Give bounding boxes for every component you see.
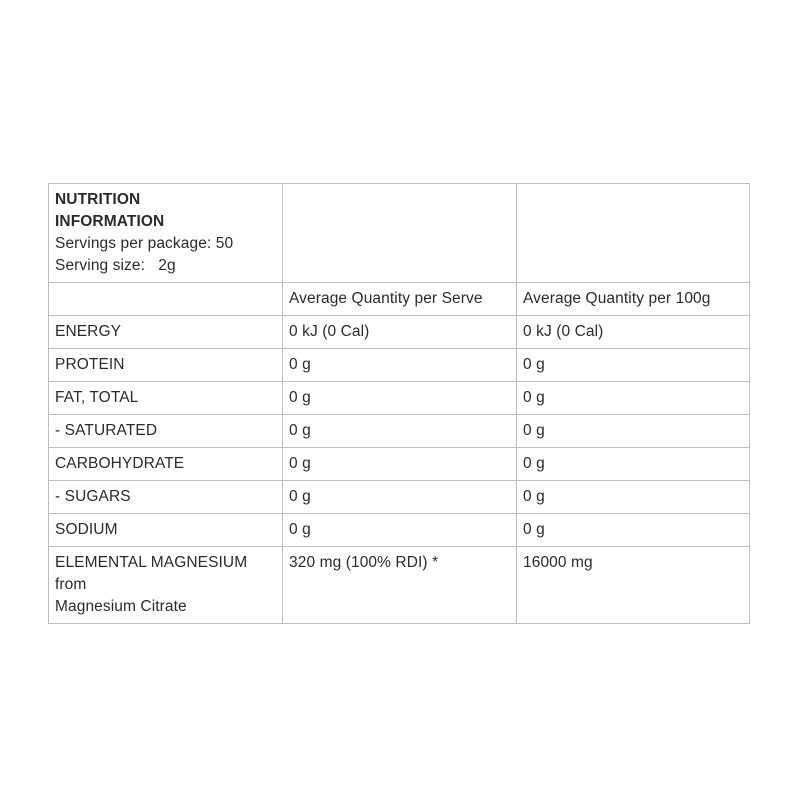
nutrient-name: PROTEIN [49, 349, 283, 382]
per-100g-value: 0 g [517, 382, 750, 415]
nutrient-column-header [49, 283, 283, 316]
per-100g-value: 16000 mg [517, 547, 750, 624]
servings-per-package: Servings per package: 50 [55, 235, 234, 252]
per-100g-column-header: Average Quantity per 100g [517, 283, 750, 316]
per-serve-value: 0 g [283, 415, 517, 448]
empty-header-cell [517, 184, 750, 283]
nutrient-name: FAT, TOTAL [49, 382, 283, 415]
empty-header-cell [283, 184, 517, 283]
per-100g-value: 0 g [517, 514, 750, 547]
per-100g-value: 0 kJ (0 Cal) [517, 316, 750, 349]
table-row [49, 481, 750, 514]
nutrition-panel [48, 183, 749, 624]
per-100g-value: 0 g [517, 448, 750, 481]
per-100g-value: 0 g [517, 349, 750, 382]
per-serve-value: 0 g [283, 514, 517, 547]
table-row [49, 382, 750, 415]
table-row [49, 448, 750, 481]
table-row [49, 349, 750, 382]
column-header-row [49, 283, 750, 316]
per-serve-value: 0 kJ (0 Cal) [283, 316, 517, 349]
table-row [49, 547, 750, 624]
per-100g-value: 0 g [517, 415, 750, 448]
per-serve-value: 0 g [283, 448, 517, 481]
magnesium-line2: from [55, 576, 87, 593]
per-serve-value: 0 g [283, 382, 517, 415]
nutrient-name [49, 547, 283, 624]
panel-header-cell [49, 184, 283, 283]
per-serve-column-header: Average Quantity per Serve [283, 283, 517, 316]
nutrient-name: SODIUM [49, 514, 283, 547]
panel-title-line2: INFORMATION [55, 213, 165, 230]
panel-header-row [49, 184, 750, 283]
nutrient-name: - SATURATED [49, 415, 283, 448]
table-row [49, 514, 750, 547]
nutrition-table [48, 183, 750, 624]
magnesium-line3: Magnesium Citrate [55, 598, 187, 615]
per-serve-value: 0 g [283, 481, 517, 514]
panel-title-line1: NUTRITION [55, 191, 141, 208]
nutrient-name: ENERGY [49, 316, 283, 349]
per-100g-value: 0 g [517, 481, 750, 514]
serving-size: Serving size: 2g [55, 257, 176, 274]
per-serve-value: 0 g [283, 349, 517, 382]
table-row [49, 415, 750, 448]
nutrient-name: - SUGARS [49, 481, 283, 514]
nutrient-name: CARBOHYDRATE [49, 448, 283, 481]
per-serve-value: 320 mg (100% RDI) * [283, 547, 517, 624]
magnesium-line1: ELEMENTAL MAGNESIUM [55, 554, 248, 571]
table-row [49, 316, 750, 349]
